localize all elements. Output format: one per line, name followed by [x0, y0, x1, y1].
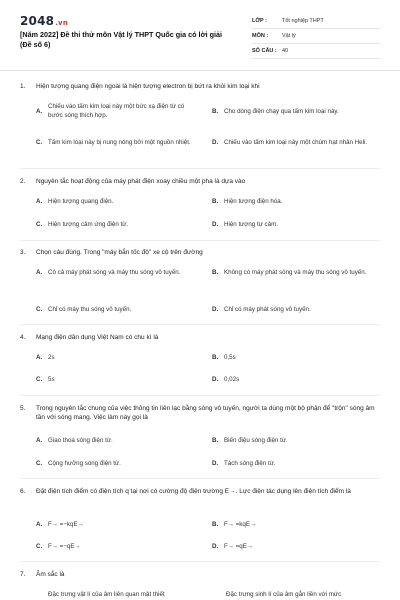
- option-letter: A.: [36, 198, 43, 205]
- option-letter: D.: [212, 306, 219, 313]
- option-d[interactable]: [212, 220, 380, 229]
- question-stem: [20, 404, 380, 422]
- option-text: Tách sóng điện từ.: [224, 460, 276, 467]
- option-letter: D.: [212, 221, 219, 228]
- document-header: [0, 0, 400, 71]
- option-letter: B.: [212, 354, 219, 361]
- option-letter: A.: [36, 437, 43, 444]
- option-b[interactable]: [226, 590, 386, 599]
- option-letter: A.: [36, 107, 43, 115]
- question-6: [20, 487, 380, 496]
- option-a[interactable]: [48, 590, 198, 599]
- option-letter: B.: [212, 198, 219, 205]
- option-letter: C.: [36, 306, 43, 313]
- question-number: 7.: [20, 571, 26, 578]
- option-letter: D.: [212, 460, 219, 467]
- question-stem: [20, 333, 380, 342]
- option-text: Có cả máy phát sóng và máy thu sóng vô tuyến.: [48, 269, 181, 276]
- option-c[interactable]: [36, 138, 196, 147]
- option-letter: C.: [36, 543, 43, 550]
- option-text: Hiện tượng quang điện.: [48, 198, 114, 205]
- question-3: [20, 248, 380, 257]
- option-letter: C.: [36, 221, 43, 228]
- option-d[interactable]: [212, 459, 380, 468]
- option-text: 0,02s: [224, 376, 240, 383]
- question-text: Hiện tượng quang điện ngoài là hiện tượng electron bị bứt ra khỏi kim loại khi: [36, 83, 260, 90]
- option-text: Hiện tượng cảm ứng điện từ.: [48, 221, 129, 228]
- option-letter: A.: [36, 269, 43, 276]
- option-text: Cho dòng điện chạy qua tấm kim loại này.: [224, 108, 339, 115]
- option-text: 0,5s: [224, 354, 236, 361]
- question-stem: [20, 487, 380, 496]
- meta-label-lop: LỚP :: [252, 18, 267, 24]
- option-b[interactable]: [212, 268, 380, 277]
- question-divider: [20, 168, 380, 169]
- meta-row-lop: [252, 14, 380, 29]
- question-stem: [20, 248, 380, 257]
- meta-row-mon: [252, 29, 380, 44]
- option-b[interactable]: [212, 520, 380, 529]
- question-2: [20, 177, 380, 186]
- question-number: 4.: [20, 334, 26, 341]
- option-text: Chiếu vào tấm kim loại này một chùm hạt nhân Heli.: [224, 139, 368, 146]
- exam-meta-box: [252, 14, 380, 59]
- option-letter: A.: [36, 521, 43, 528]
- option-b[interactable]: [212, 197, 380, 206]
- option-letter: B.: [212, 269, 219, 276]
- question-5: [20, 404, 380, 422]
- option-text: Hiện tượng điện hóa.: [224, 198, 283, 205]
- option-letter: B.: [212, 108, 219, 115]
- question-stem: [20, 570, 380, 579]
- option-a[interactable]: [36, 436, 196, 445]
- option-text: F→ =kqE→: [224, 521, 257, 528]
- option-letter: C.: [36, 376, 43, 383]
- option-a[interactable]: [36, 102, 196, 120]
- question-1: [20, 82, 380, 91]
- meta-value-so-cau: 40: [282, 48, 289, 54]
- option-d[interactable]: [212, 305, 380, 314]
- question-divider: [20, 478, 380, 479]
- question-divider: [20, 561, 380, 562]
- question-7: [20, 570, 380, 579]
- option-c[interactable]: [36, 220, 196, 229]
- question-text: Trong nguyên tắc chung của việc thông tin liên lạc bằng sóng vô tuyến, người ta dùng một bộ phận để "trộn" sóng âm tần với sóng mang. Việc làm này gọi là: [36, 405, 375, 421]
- question-text: Đặt điện tích điểm có điện tích q tại nơi có cường độ điện trường E→. Lực điện tác dụng lên điện tích điểm là: [36, 488, 351, 495]
- option-text: Không có máy phát sóng và máy thu sóng vô tuyến.: [224, 269, 367, 276]
- option-c[interactable]: [36, 305, 196, 314]
- option-letter: C.: [36, 460, 43, 467]
- meta-label-so-cau: SỐ CÂU :: [252, 48, 277, 54]
- option-text: Biến điệu sóng điện từ.: [224, 437, 288, 444]
- question-number: 2.: [20, 178, 26, 185]
- option-text: F→ =−kqE→: [48, 521, 84, 528]
- option-text: Đặc trưng sinh lí của âm gắn liền với mức: [226, 591, 342, 598]
- option-text: 2s: [48, 354, 55, 361]
- option-d[interactable]: [212, 375, 380, 384]
- option-text: Giao thoa sóng điện từ.: [48, 437, 113, 444]
- option-c[interactable]: [36, 459, 196, 468]
- question-divider: [20, 324, 380, 325]
- meta-label-mon: MÔN :: [252, 33, 269, 39]
- option-text: Hiện tượng tự cảm.: [224, 221, 278, 228]
- option-letter: B.: [212, 437, 219, 444]
- question-number: 5.: [20, 405, 26, 412]
- meta-value-lop: Tốt nghiệp THPT: [282, 18, 324, 24]
- option-b[interactable]: [212, 436, 380, 445]
- question-text: Mạng điện dân dụng Việt Nam có chu kì là: [36, 334, 159, 341]
- option-letter: C.: [36, 139, 43, 146]
- option-text: Chỉ có máy thu sóng vô tuyến.: [48, 306, 132, 313]
- site-logo[interactable]: [20, 14, 68, 28]
- question-text: Âm sắc là: [36, 571, 65, 578]
- option-letter: D.: [212, 376, 219, 383]
- option-a[interactable]: [36, 268, 196, 277]
- option-a[interactable]: [36, 520, 196, 529]
- option-text: F→ =−qE→: [48, 543, 81, 550]
- option-text: Tấm kim loại này bị nung nóng bởi một nguồn nhiệt.: [48, 139, 191, 146]
- logo-suffix: .vn: [55, 19, 69, 27]
- question-stem: [20, 82, 380, 91]
- option-text: Đặc trưng vật lí của âm liên quan mật thiết: [48, 591, 165, 598]
- option-letter: D.: [212, 543, 219, 550]
- option-text: Chỉ có máy phát sóng vô tuyến.: [224, 306, 311, 313]
- option-letter: A.: [36, 354, 43, 361]
- question-number: 3.: [20, 249, 26, 256]
- option-letter: B.: [212, 521, 219, 528]
- option-c[interactable]: [36, 375, 196, 384]
- option-text: 5s: [48, 376, 55, 383]
- meta-value-mon: Vật lý: [282, 33, 296, 39]
- question-stem: [20, 177, 380, 186]
- option-c[interactable]: [36, 542, 196, 551]
- question-text: Chọn câu đúng. Trong "máy bắn tốc độ" xe cộ trên đường: [36, 249, 203, 256]
- option-b[interactable]: [212, 107, 380, 116]
- option-text: F→ =qE→: [224, 543, 254, 550]
- question-divider: [20, 395, 380, 396]
- question-number: 6.: [20, 488, 26, 495]
- option-a[interactable]: [36, 353, 196, 362]
- option-d[interactable]: [212, 542, 380, 551]
- option-b[interactable]: [212, 353, 380, 362]
- option-letter: D.: [212, 139, 219, 146]
- logo-text: 2048: [20, 14, 55, 28]
- meta-row-so-cau: [252, 44, 380, 59]
- option-a[interactable]: [36, 197, 196, 206]
- page-title: [Năm 2022] Đề thi thử môn Vật lý THPT Quốc gia có lời giải (Đề số 6): [20, 30, 223, 49]
- question-number: 1.: [20, 83, 26, 90]
- question-4: [20, 333, 380, 342]
- question-text: Nguyên tắc hoạt động của máy phát điện xoay chiều một pha là dựa vào: [36, 178, 246, 185]
- option-text: Chiếu vào tấm kim loại này một bức xạ điện từ có bước sóng thích hợp.: [48, 103, 185, 119]
- question-divider: [20, 240, 380, 241]
- option-d[interactable]: [212, 138, 380, 147]
- option-text: Cộng hưởng sóng điện từ.: [48, 460, 121, 467]
